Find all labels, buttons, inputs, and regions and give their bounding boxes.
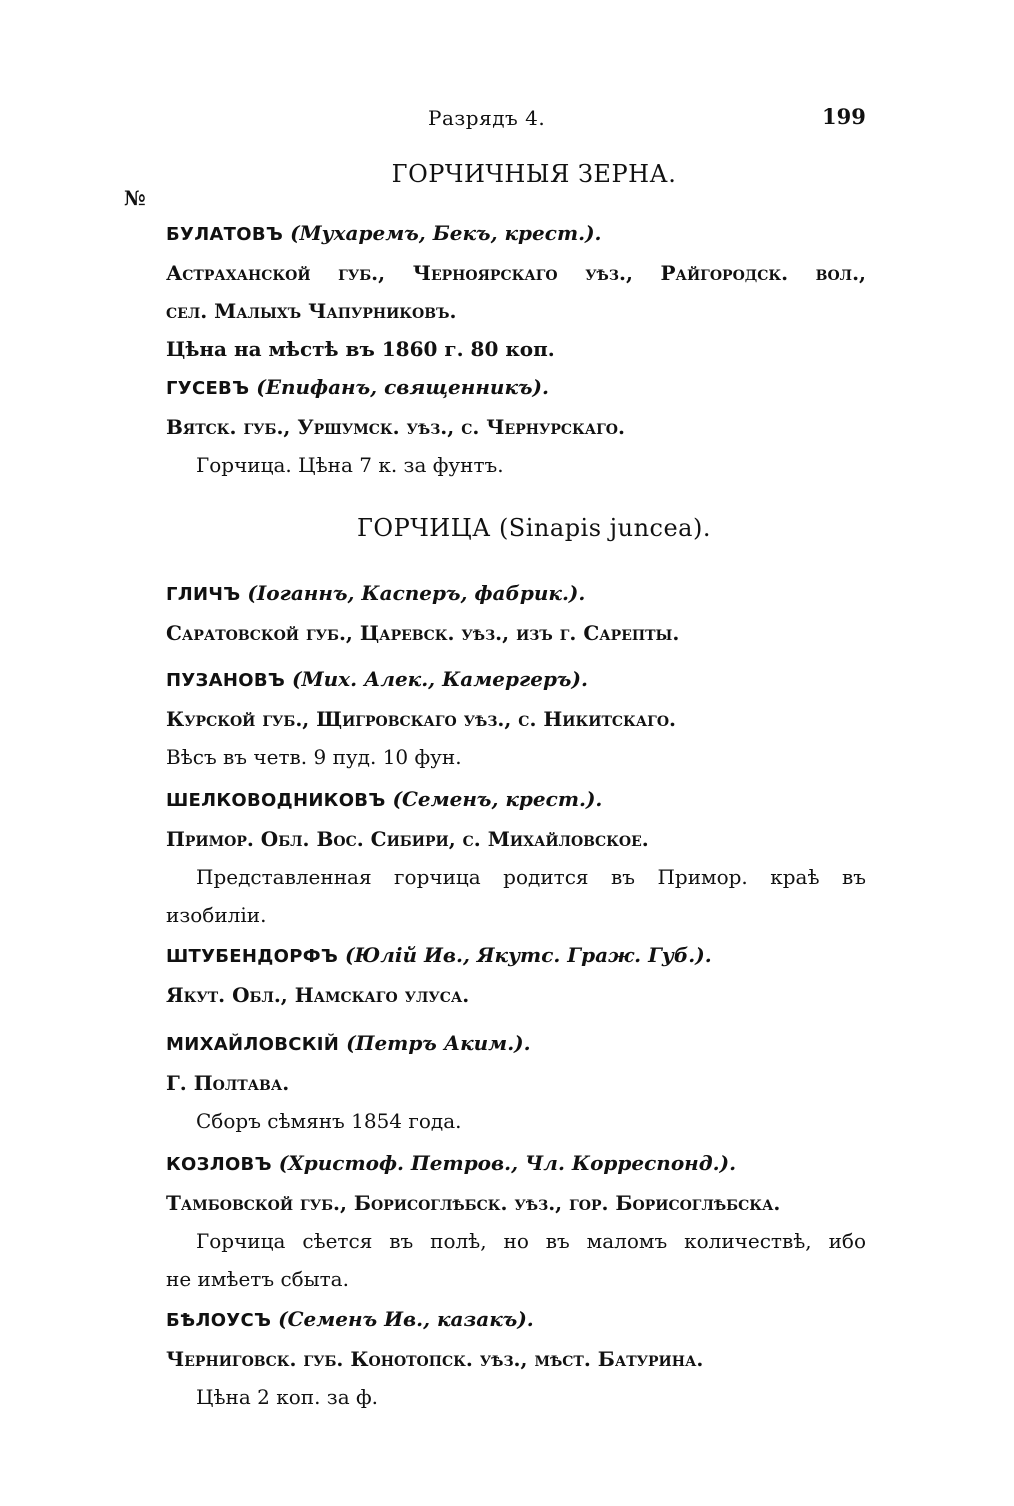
entry-description: (Юлій Ив., Якутс. Граж. Губ.).	[345, 943, 712, 967]
entry-surname: ГУСЕВЪ	[166, 378, 250, 399]
entry-description: (Семенъ Ив., казакъ).	[278, 1307, 534, 1331]
entry-belous	[166, 1300, 866, 1416]
entry-note: Цѣна 2 коп. за ф.	[196, 1385, 378, 1409]
entry-surname: ШТУБЕНДОРФЪ	[166, 946, 339, 967]
entry-puzanov	[166, 660, 866, 776]
entry-description: (Петръ Аким.).	[346, 1031, 531, 1055]
entry-surname: КОЗЛОВЪ	[166, 1154, 272, 1175]
entry-heading	[166, 1144, 866, 1184]
entry-surname: БѢЛОУСЪ	[166, 1310, 272, 1331]
entry-location-line: Тамбовской губ., Борисоглѣбск. уѣз., гор. Борисоглѣбска.	[166, 1191, 781, 1215]
entry-shtubendorf	[166, 936, 866, 1014]
entry-shelkovodnikov	[166, 780, 866, 934]
entry-location-line: Саратовской губ., Царевск. уѣз., изъ г. Сарепты.	[166, 621, 680, 645]
entry-heading	[166, 214, 866, 254]
entry-surname: ШЕЛКОВОДНИКОВЪ	[166, 790, 386, 811]
entry-kozlov	[166, 1144, 866, 1298]
entry-location-line: сел. Малыхъ Чапурниковъ.	[166, 299, 457, 323]
entry-surname: ГЛИЧЪ	[166, 584, 241, 605]
entry-heading	[166, 1024, 866, 1064]
entry-heading	[166, 368, 866, 408]
entry-heading	[166, 936, 866, 976]
entry-location-line: Черниговск. губ. Конотопск. уѣз., мѣст. Батурина.	[166, 1347, 704, 1371]
entry-surname: МИХАЙЛОВСКІЙ	[166, 1034, 340, 1055]
entry-heading	[166, 1300, 866, 1340]
entry-location-line: Астраханской губ., Черноярскаго уѣз., Райгородск. вол.,	[166, 261, 866, 285]
section-title-mustard-seeds: ГОРЧИЧНЫЯ ЗЕРНА.	[391, 160, 677, 188]
entry-surname: БУЛАТОВЪ	[166, 224, 284, 245]
entry-note: изобиліи.	[166, 903, 267, 927]
entry-heading	[166, 574, 866, 614]
entry-description: (Христоф. Петров., Чл. Корреспонд.).	[278, 1151, 737, 1175]
entry-note: Представленная горчица родится въ Примор. краѣ въ	[196, 865, 866, 889]
entry-gusev	[166, 368, 866, 484]
entry-location-line: Курской губ., Щигровскаго уѣз., с. Никитскаго.	[166, 707, 676, 731]
entry-description: (Іоганнъ, Касперъ, фабрик.).	[247, 581, 586, 605]
entry-note: Вѣсъ въ четв. 9 пуд. 10 фун.	[166, 745, 462, 769]
entry-location-line: Якут. Обл., Намскаго улуса.	[166, 983, 470, 1007]
entry-description: (Семенъ, крест.).	[392, 787, 603, 811]
entry-note: не имѣетъ сбыта.	[166, 1267, 349, 1291]
entry-location-line: Примор. Обл. Вос. Сибири, с. Михайловское.	[166, 827, 649, 851]
entry-note: Горчица. Цѣна 7 к. за фунтъ.	[196, 453, 504, 477]
entry-bulatov	[166, 214, 866, 368]
running-head: Разрядъ 4.	[428, 106, 546, 130]
section-title-mustard: ГОРЧИЦА (Sinapis juncea).	[357, 514, 711, 542]
entry-surname: ПУЗАНОВЪ	[166, 670, 286, 691]
entry-heading	[166, 660, 866, 700]
entry-location-line: Г. Полтава.	[166, 1071, 290, 1095]
entry-mikhailovsky	[166, 1024, 866, 1140]
entry-heading	[166, 780, 866, 820]
entry-glich	[166, 574, 866, 652]
entry-description: (Епифанъ, священникъ).	[256, 375, 549, 399]
entry-location-line: Вятск. губ., Уршумск. уѣз., с. Чернурскаго.	[166, 415, 625, 439]
entry-note: Горчица сѣется въ полѣ, но въ маломъ количествѣ, ибо	[196, 1229, 866, 1253]
page-number: 199	[822, 104, 866, 129]
entry-note: Цѣна на мѣстѣ въ 1860 г. 80 коп.	[166, 337, 555, 361]
entry-description: (Мих. Алек., Камергеръ).	[292, 667, 588, 691]
entry-note: Сборъ сѣмянъ 1854 года.	[196, 1109, 462, 1133]
number-mark: №	[124, 186, 146, 210]
entry-description: (Мухаремъ, Бекъ, крест.).	[290, 221, 602, 245]
